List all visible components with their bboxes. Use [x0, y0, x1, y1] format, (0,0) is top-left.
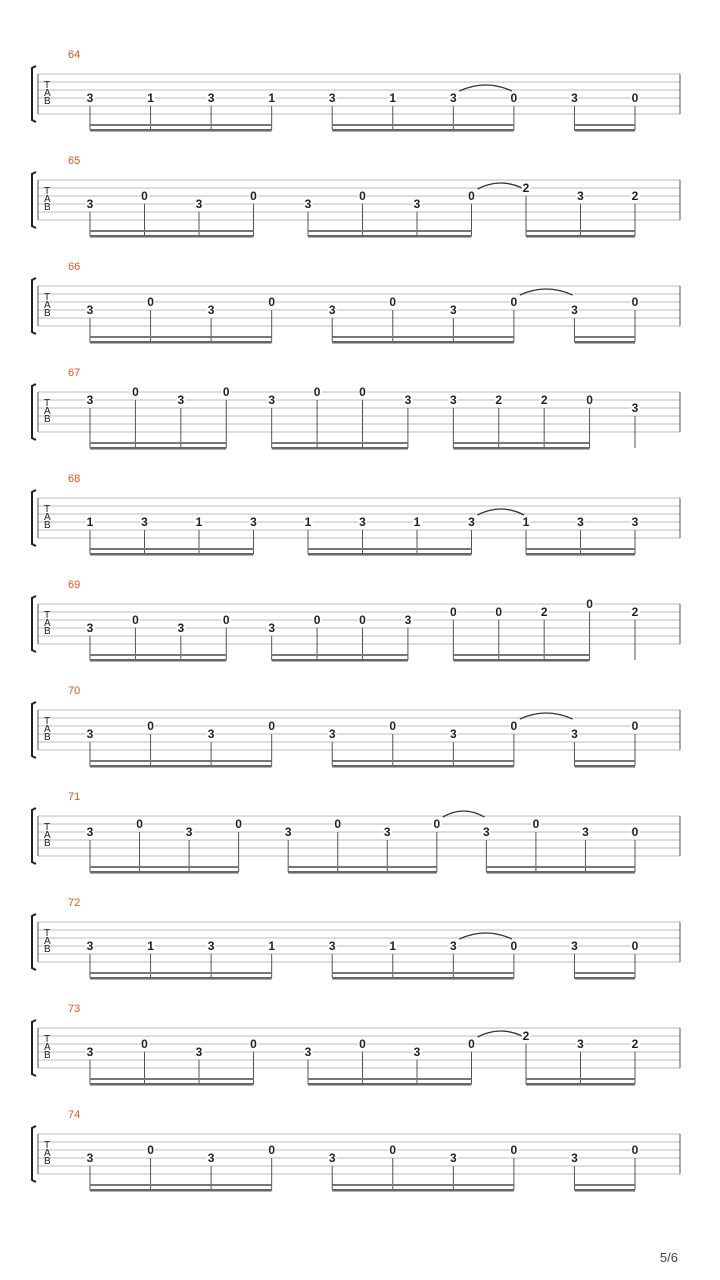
tab-clef-letter: A	[44, 830, 51, 841]
beam	[308, 553, 472, 556]
fret-number: 0	[359, 189, 366, 203]
tab-clef-letter: B	[44, 520, 51, 531]
fret-number: 1	[86, 515, 94, 529]
fret-number: 2	[495, 393, 503, 407]
beam	[272, 442, 408, 444]
beam	[90, 1189, 272, 1192]
fret-number: 0	[631, 939, 639, 953]
beam	[574, 765, 635, 768]
fret-number: 2	[631, 189, 639, 203]
measure-number: 71	[68, 791, 81, 803]
beam	[574, 1189, 635, 1192]
beam	[308, 1083, 472, 1086]
staff-brace	[32, 596, 36, 652]
fret-number: 2	[631, 605, 639, 619]
staff-brace	[32, 278, 36, 334]
tab-staff	[0, 1109, 720, 1224]
fret-number: 0	[313, 613, 321, 627]
staff-lines	[0, 58, 720, 164]
fret-number: 1	[413, 515, 421, 529]
beam	[574, 972, 635, 974]
beam	[308, 230, 472, 232]
tab-clef-letter: A	[44, 300, 51, 311]
fret-number: 0	[132, 613, 139, 627]
tab-staff	[0, 155, 720, 270]
tab-clef-letter: A	[44, 88, 51, 99]
fret-number: 3	[577, 189, 584, 203]
fret-number: 3	[195, 197, 203, 211]
beam	[486, 866, 635, 868]
tab-staff	[0, 261, 720, 376]
fret-number: 3	[571, 1151, 578, 1165]
fret-number: 3	[449, 1151, 457, 1165]
staff-lines	[0, 270, 720, 376]
fret-number: 0	[141, 189, 148, 203]
beam	[90, 548, 254, 550]
beam	[90, 129, 272, 132]
fret-number: 3	[449, 939, 457, 953]
fret-number: 3	[449, 91, 457, 105]
tab-clef-letter: T	[44, 1140, 51, 1151]
fret-number: 3	[413, 1045, 421, 1059]
tab-clef-letter: T	[44, 610, 51, 621]
fret-number: 3	[631, 515, 639, 529]
fret-number: 0	[235, 817, 242, 831]
fret-number: 0	[510, 91, 518, 105]
fret-number: 3	[207, 1151, 215, 1165]
tab-staff	[0, 367, 720, 482]
tab-clef-letter: B	[44, 202, 51, 213]
fret-number: 0	[510, 1143, 518, 1157]
tab-clef-letter: A	[44, 1148, 51, 1159]
beam	[90, 447, 226, 450]
beam	[90, 765, 272, 768]
staff-brace	[32, 808, 36, 864]
beam	[90, 336, 272, 338]
fret-number: 3	[449, 303, 457, 317]
fret-number: 0	[468, 189, 475, 203]
fret-number: 3	[304, 197, 312, 211]
beam	[90, 341, 272, 344]
fret-number: 3	[582, 825, 589, 839]
fret-number: 0	[136, 817, 143, 831]
staff-lines	[0, 694, 720, 800]
fret-number: 3	[413, 197, 421, 211]
tab-staff	[0, 685, 720, 800]
measure-number: 72	[68, 897, 81, 909]
tab-staff	[0, 473, 720, 588]
fret-number: 0	[268, 1143, 275, 1157]
tab-clef-letter: A	[44, 406, 51, 417]
measure-number: 73	[68, 1003, 81, 1015]
tab-clef-letter: T	[44, 504, 51, 515]
beam	[308, 1078, 472, 1080]
fret-number: 3	[483, 825, 490, 839]
beam	[453, 442, 589, 444]
fret-number: 0	[359, 1037, 366, 1051]
fret-number: 3	[268, 393, 275, 407]
fret-number: 3	[328, 939, 336, 953]
beam	[272, 659, 408, 662]
beam	[332, 977, 514, 980]
tab-clef-letter: A	[44, 1042, 51, 1053]
staff-lines	[0, 482, 720, 588]
beam	[90, 1184, 272, 1186]
fret-number: 1	[268, 939, 275, 953]
fret-number: 3	[404, 613, 412, 627]
fret-number: 1	[147, 939, 154, 953]
staff-lines	[0, 588, 720, 694]
staff-brace	[32, 702, 36, 758]
fret-number: 3	[631, 401, 639, 415]
fret-number: 0	[250, 189, 257, 203]
fret-number: 0	[631, 1143, 639, 1157]
beam	[308, 548, 472, 550]
fret-number: 3	[250, 515, 257, 529]
fret-number: 1	[195, 515, 203, 529]
fret-number: 3	[284, 825, 292, 839]
beam	[90, 230, 254, 232]
tab-clef-letter: A	[44, 724, 51, 735]
beam	[332, 972, 514, 974]
tab-clef-letter: B	[44, 1050, 51, 1061]
fret-number: 3	[328, 1151, 336, 1165]
beam	[526, 548, 635, 550]
beam	[332, 124, 514, 126]
fret-number: 0	[510, 939, 518, 953]
beam	[526, 235, 635, 238]
fret-number: 3	[577, 515, 584, 529]
beam	[90, 871, 239, 874]
beam	[288, 871, 437, 874]
tab-clef-letter: T	[44, 1034, 51, 1045]
beam	[332, 765, 514, 768]
tab-clef-letter: B	[44, 96, 51, 107]
fret-number: 0	[510, 295, 518, 309]
fret-number: 0	[510, 719, 518, 733]
tab-clef-letter: A	[44, 194, 51, 205]
fret-number: 0	[359, 385, 366, 399]
beam	[574, 336, 635, 338]
fret-number: 0	[250, 1037, 257, 1051]
beam	[453, 447, 589, 450]
beam	[90, 972, 272, 974]
fret-number: 3	[86, 621, 94, 635]
fret-number: 0	[449, 605, 457, 619]
fret-number: 0	[532, 817, 540, 831]
tab-staff	[0, 1003, 720, 1118]
measure-number: 74	[68, 1109, 81, 1121]
fret-number: 3	[86, 393, 94, 407]
beam	[526, 1078, 635, 1080]
beam	[90, 442, 226, 444]
beam	[90, 760, 272, 762]
tab-clef-letter: B	[44, 838, 51, 849]
beam	[90, 659, 226, 662]
beam	[526, 230, 635, 232]
fret-number: 3	[571, 727, 578, 741]
tab-staff	[0, 579, 720, 694]
beam	[90, 1078, 254, 1080]
staff-brace	[32, 172, 36, 228]
tab-clef-letter: T	[44, 398, 51, 409]
staff-lines	[0, 164, 720, 270]
beam	[90, 235, 254, 238]
beam	[308, 235, 472, 238]
fret-number: 3	[328, 727, 336, 741]
fret-number: 3	[449, 727, 457, 741]
beam	[526, 553, 635, 556]
fret-number: 3	[449, 393, 457, 407]
fret-number: 3	[328, 303, 336, 317]
fret-number: 3	[571, 303, 578, 317]
staff-brace	[32, 1126, 36, 1182]
fret-number: 0	[389, 1143, 397, 1157]
beam	[453, 654, 589, 656]
beam	[526, 1083, 635, 1086]
fret-number: 3	[141, 515, 148, 529]
fret-number: 0	[495, 605, 503, 619]
tab-clef-letter: T	[44, 292, 51, 303]
staff-lines	[0, 1118, 720, 1224]
tab-clef-letter: B	[44, 944, 51, 955]
beam	[453, 659, 589, 662]
measure-number: 70	[68, 685, 81, 697]
fret-number: 3	[177, 393, 185, 407]
tab-clef-letter: B	[44, 414, 51, 425]
beam	[90, 977, 272, 980]
beam	[332, 341, 514, 344]
beam	[90, 124, 272, 126]
fret-number: 3	[207, 939, 215, 953]
fret-number: 0	[147, 1143, 154, 1157]
beam	[574, 977, 635, 980]
fret-number: 0	[631, 295, 639, 309]
fret-number: 3	[404, 393, 412, 407]
tab-clef-letter: B	[44, 1156, 51, 1167]
beam	[574, 760, 635, 762]
beam	[486, 871, 635, 874]
fret-number: 0	[147, 719, 154, 733]
fret-number: 2	[522, 181, 530, 195]
staff-brace	[32, 66, 36, 122]
fret-number: 3	[571, 91, 578, 105]
fret-number: 3	[328, 91, 336, 105]
fret-number: 0	[334, 817, 342, 831]
fret-number: 0	[586, 597, 593, 611]
fret-number: 0	[631, 719, 639, 733]
page-number: 5/6	[659, 1250, 678, 1265]
fret-number: 3	[86, 303, 94, 317]
fret-number: 3	[177, 621, 185, 635]
staff-brace	[32, 1020, 36, 1076]
fret-number: 3	[207, 727, 215, 741]
tab-clef-letter: B	[44, 732, 51, 743]
beam	[90, 553, 254, 556]
measure-number: 67	[68, 367, 81, 379]
fret-number: 0	[631, 825, 639, 839]
staff-brace	[32, 914, 36, 970]
fret-number: 0	[631, 91, 639, 105]
fret-number: 3	[86, 727, 94, 741]
tab-clef-letter: T	[44, 928, 51, 939]
fret-number: 3	[383, 825, 391, 839]
beam	[90, 866, 239, 868]
beam	[332, 336, 514, 338]
fret-number: 2	[540, 393, 548, 407]
fret-number: 3	[207, 91, 215, 105]
fret-number: 0	[132, 385, 139, 399]
beam	[332, 129, 514, 132]
fret-number: 3	[86, 1151, 94, 1165]
beam	[272, 654, 408, 656]
tab-clef-letter: B	[44, 626, 51, 637]
fret-number: 1	[389, 91, 397, 105]
fret-number: 0	[222, 385, 230, 399]
fret-number: 0	[433, 817, 441, 831]
tab-staff	[0, 897, 720, 1012]
fret-number: 0	[389, 719, 397, 733]
fret-number: 3	[86, 939, 94, 953]
fret-number: 2	[631, 1037, 639, 1051]
fret-number: 1	[522, 515, 530, 529]
staff-brace	[32, 384, 36, 440]
fret-number: 3	[207, 303, 215, 317]
staff-brace	[32, 490, 36, 546]
tab-clef-letter: T	[44, 186, 51, 197]
measure-number: 66	[68, 261, 81, 273]
fret-number: 0	[222, 613, 230, 627]
fret-number: 3	[195, 1045, 203, 1059]
fret-number: 0	[468, 1037, 475, 1051]
measure-number: 64	[68, 49, 81, 61]
tab-clef-letter: T	[44, 716, 51, 727]
fret-number: 3	[577, 1037, 584, 1051]
tab-clef-letter: A	[44, 618, 51, 629]
fret-number: 3	[468, 515, 475, 529]
fret-number: 3	[86, 825, 94, 839]
fret-number: 0	[389, 295, 397, 309]
fret-number: 1	[304, 515, 312, 529]
fret-number: 0	[268, 295, 275, 309]
beam	[574, 341, 635, 344]
fret-number: 1	[389, 939, 397, 953]
beam	[574, 1184, 635, 1186]
fret-number: 2	[522, 1029, 530, 1043]
fret-number: 3	[268, 621, 275, 635]
fret-number: 3	[185, 825, 193, 839]
tab-staff	[0, 791, 720, 906]
measure-number: 68	[68, 473, 81, 485]
fret-number: 3	[571, 939, 578, 953]
tab-clef-letter: T	[44, 80, 51, 91]
fret-number: 0	[313, 385, 321, 399]
fret-number: 3	[86, 91, 94, 105]
measure-number: 65	[68, 155, 81, 167]
staff-lines	[0, 800, 720, 906]
tab-clef-letter: A	[44, 936, 51, 947]
beam	[288, 866, 437, 868]
tab-staff	[0, 49, 720, 164]
beam	[574, 129, 635, 132]
beam	[332, 1184, 514, 1186]
tab-clef-letter: B	[44, 308, 51, 319]
fret-number: 3	[86, 197, 94, 211]
fret-number: 0	[147, 295, 154, 309]
staff-lines	[0, 1012, 720, 1118]
fret-number: 0	[268, 719, 275, 733]
fret-number: 0	[359, 613, 366, 627]
beam	[332, 760, 514, 762]
fret-number: 0	[141, 1037, 148, 1051]
beam	[272, 447, 408, 450]
fret-number: 2	[540, 605, 548, 619]
tab-clef-letter: T	[44, 822, 51, 833]
fret-number: 0	[586, 393, 593, 407]
tab-clef-letter: A	[44, 512, 51, 523]
fret-number: 1	[268, 91, 275, 105]
beam	[90, 1083, 254, 1086]
measure-number: 69	[68, 579, 81, 591]
beam	[574, 124, 635, 126]
fret-number: 3	[359, 515, 366, 529]
staff-lines	[0, 906, 720, 1012]
beam	[332, 1189, 514, 1192]
fret-number: 3	[86, 1045, 94, 1059]
fret-number: 1	[147, 91, 154, 105]
fret-number: 3	[304, 1045, 312, 1059]
beam	[90, 654, 226, 656]
